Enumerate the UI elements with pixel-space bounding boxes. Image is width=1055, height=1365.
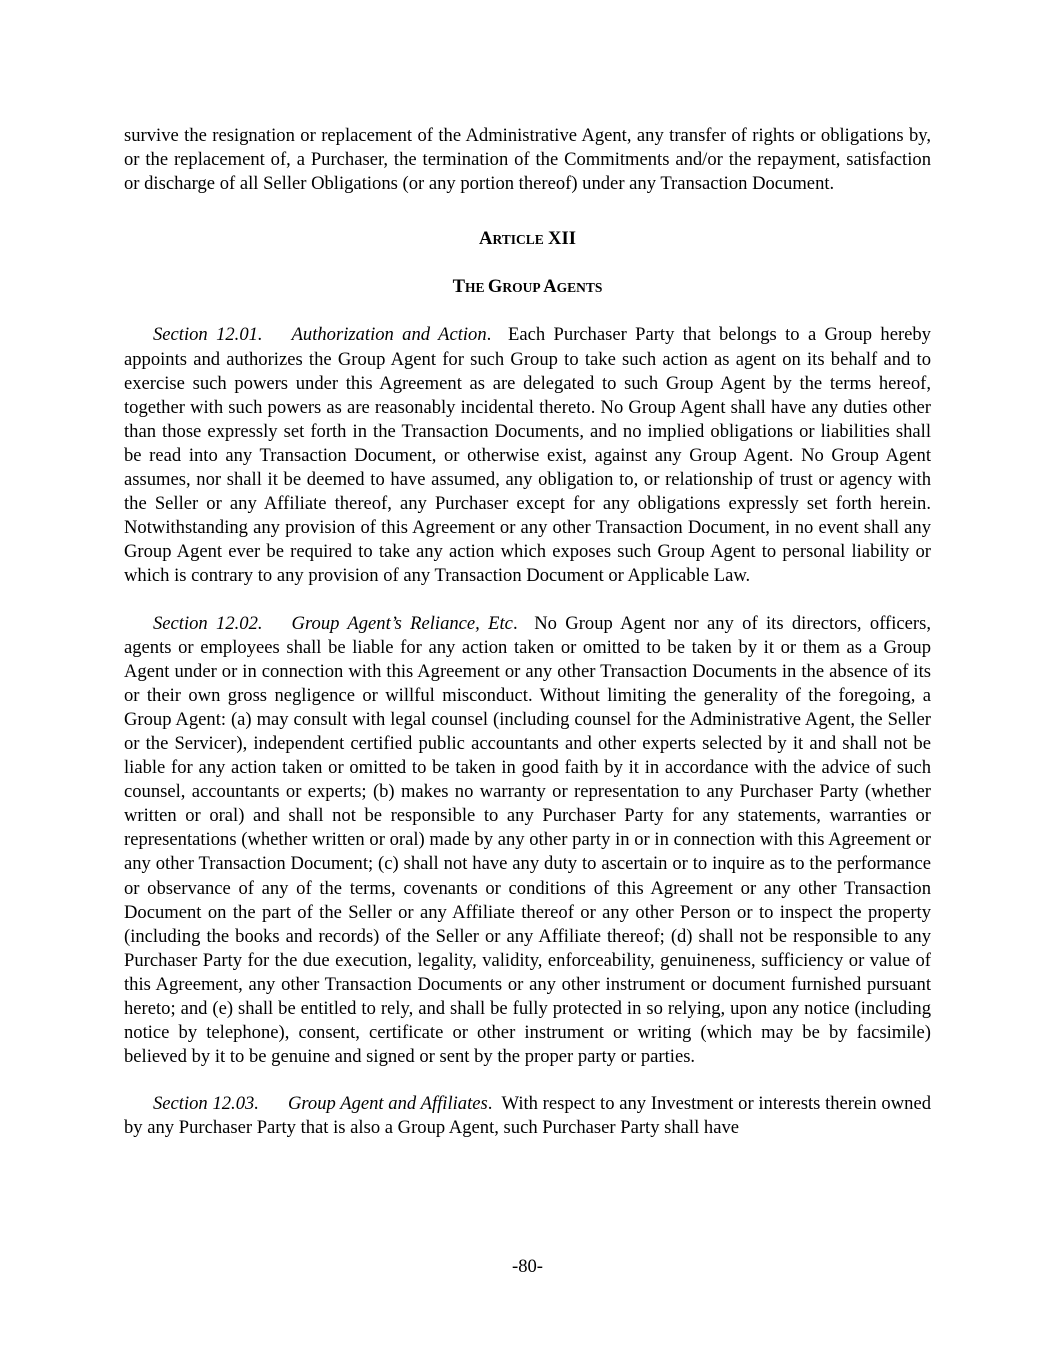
section-body: Each Purchaser Party that belongs to a Group hereby appoints and authorizes the Group Agent for such Group to take such action as agent on its behalf and to exercise such powers under this Agreement as are delegated to such Group Agent by the terms hereof, together with such powers as are reasonably incidental thereto. No Group Agent shall have any duties other than those expressly set forth in the Transaction Documents, and no implied obligations or liabilities shall be read into any Transaction Document, or otherwise exist, against any Group Agent. No Group Agent assumes, nor shall it be deemed to have assumed, any obligation to, or relationship of trust or agency with the Seller or any Affiliate thereof, any Purchaser except for any obligations expressly set forth herein. Notwithstanding any provision of this Agreement or any other Transaction Document, in no event shall any Group Agent ever be required to take any action which exposes such Group Agent to personal liability or which is contrary to any provision of any Transaction Document or Applicable Law. [124, 324, 931, 587]
article-title-part: A [543, 276, 557, 298]
article-title-part: GENTS [556, 280, 603, 296]
article-heading [124, 227, 931, 252]
page-number: -80- [512, 1256, 543, 1277]
section-12-01: Section 12.01. Authorization and Action. Each Purchaser Party that belongs to a Group hereby appoints and authorizes the Group Agent for such Group to take such action as agent on its behalf and to exercise such powers under this Agreement as are delegated to such Group Agent by the terms hereof, together with such powers as are reasonably incidental thereto. No Group Agent shall have any duties other than those expressly set forth in the Transaction Documents, and no implied obligations or liabilities shall be read into any Transaction Document, or otherwise exist, against any Group Agent. No Group Agent assumes, nor shall it be deemed to have assumed, any obligation to, or relationship of trust or agency with the Seller or any Affiliate thereof, any Purchaser except for any obligations expressly set forth herein. Notwithstanding any provision of this Agreement or any other Transaction Document, in no event shall any Group Agent ever be required to take any action which exposes such Group Agent to personal liability or which is contrary to any provision of any Transaction Document or Applicable Law. [124, 324, 931, 587]
section-number: Section 12.01. [153, 324, 263, 346]
article-title [124, 275, 931, 300]
article-title-part: HE [464, 280, 488, 296]
article-title-part: ROUP [502, 280, 544, 296]
section-body: No Group Agent nor any of its directors, officers, agents or employees shall be liable for any action taken or omitted to be taken by it or them as a Group Agent under or in connection with this Agreement or any other Transaction Documents in the absence of its or their own gross negligence or willful misconduct. Without limiting the generality of the foregoing, a Group Agent: (a) may consult with legal counsel (including counsel for the Administrative Agent, the Seller or the Servicer), independent certified public accountants and other experts selected by it and shall not be liable for any action taken or omitted to be taken in good faith by it in accordance with the advice of such counsel, accountants or experts; (b) makes no warranty or representation to any Purchaser Party (whether written or oral) and shall not be responsible to any Purchaser Party for any statements, warranties or representations (whether written or oral) made by any other party in or in connection with this Agreement or any other Transaction Document; (c) shall not have any duty to ascertain or to inquire as to the performance or observance of any of the terms, covenants or conditions of this Agreement or any other Transaction Document on the part of the Seller or any Affiliate thereof or any other Person or to inspect the property (including the books and records) of the Seller or any Affiliate thereof; (d) shall not be responsible to any Purchaser Party for the due execution, legality, validity, enforceability, genuineness, sufficiency or value of this Agreement, any other Transaction Documents or any other instrument or document furnished pursuant hereto; and (e) shall be entitled to rely, and shall be fully protected in so relying, upon any notice (including notice by telephone), consent, certificate or other instrument or writing (which may be by facsimile) believed by it to be genuine and signed or sent by the proper party or parties. [124, 612, 931, 1068]
article-heading-rest: RTICLE [492, 232, 544, 248]
section-12-02: Section 12.02. Group Agent’s Reliance, Etc. No Group Agent nor any of its directors, officers, agents or employees shall be liable for any action taken or omitted to be taken by it or them as a Group Agent under or in connection with this Agreement or any other Transaction Documents in the absence of its or their own gross negligence or willful misconduct. Without limiting the generality of the foregoing, a Group Agent: (a) may consult with legal counsel (including counsel for the Administrative Agent, the Seller or the Servicer), independent certified public accountants and other experts selected by it and shall not be liable for any action taken or omitted to be taken in good faith by it in accordance with the advice of such counsel, accountants or experts; (b) makes no warranty or representation to any Purchaser Party (whether written or oral) and shall not be responsible to any Purchaser Party for any statements, warranties or representations (whether written or oral) made by any other party in or in connection with this Agreement or any other Transaction Document; (c) shall not have any duty to ascertain or to inquire as to the performance or observance of any of the terms, covenants or conditions of this Agreement or any other Transaction Document on the part of the Seller or any Affiliate thereof or any other Person or to inspect the property (including the books and records) of the Seller or any Affiliate thereof; (d) shall not be responsible to any Purchaser Party for the due execution, legality, validity, enforceability, genuineness, sufficiency or value of this Agreement, any other Transaction Documents or any other instrument or document furnished pursuant hereto; and (e) shall be entitled to rely, and shall be fully protected in so relying, upon any notice (including notice by telephone), consent, certificate or other instrument or writing (which may be by facsimile) believed by it to be genuine and signed or sent by the proper party or parties. [124, 612, 931, 1068]
article-heading-initial: A [479, 228, 493, 250]
section-body: With respect to any Investment or interests therein owned by any Purchaser Party that is also a Group Agent, such Purchaser Party shall have [124, 1093, 931, 1139]
article-number: XII [548, 228, 576, 250]
continuation-paragraph: survive the resignation or replacement of the Administrative Agent, any transfer of rights or obligations by, or the replacement of, a Purchaser, the termination of the Commitments and/or the repayment, satisfaction or discharge of all Seller Obligations (or any portion thereof) under any Transaction Document. [124, 125, 931, 195]
document-page [124, 124, 931, 1140]
section-title: Authorization and Action [291, 324, 487, 346]
section-12-03: Section 12.03. Group Agent and Affiliates. With respect to any Investment or interests therein owned by any Purchaser Party that is also a Group Agent, such Purchaser Party shall have [124, 1093, 931, 1139]
article-title-part: T [452, 276, 465, 298]
section-title: Group Agent and Affiliates [287, 1093, 488, 1115]
section-number: Section 12.03. [153, 1093, 259, 1115]
section-title: Group Agent’s Reliance, Etc [291, 612, 513, 634]
section-number: Section 12.02. [153, 612, 263, 634]
article-title-part: G [487, 276, 503, 298]
